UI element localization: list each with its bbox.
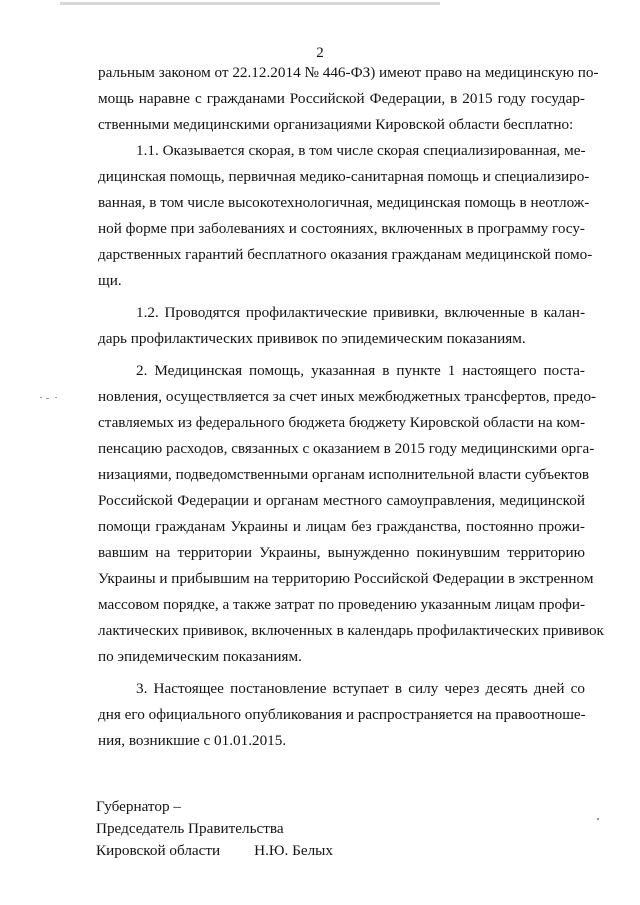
scan-speck (46, 398, 49, 399)
text-line: 2. Медицинская помощь, указанная в пункте 1 настоящего поста- (136, 362, 585, 379)
text-line: Украины и прибывшим на территорию Российской Федерации в экстренном (98, 570, 594, 587)
scan-speck (597, 818, 599, 820)
signature-position: Председатель Правительства (96, 820, 284, 837)
text-line: дня его официального опубликования и распространяется на правоотноше- (98, 706, 586, 723)
text-line: пенсацию расходов, связанных с оказанием в 2015 году медицинскими орга- (98, 440, 595, 457)
text-line: щи. (98, 272, 122, 289)
text-line: ставляемых из федерального бюджета бюджету Кировской области на ком- (98, 414, 586, 431)
text-line: низациями, подведомственными органам исполнительной власти субъектов (98, 466, 590, 483)
top-rule (0, 2, 640, 5)
signature-org: Кировской области (96, 842, 221, 859)
text-line: вавшим на территории Украины, вынужденно покинувшим территорию (98, 544, 585, 561)
signature-line (96, 840, 333, 862)
text-line: ванная, в том числе высокотехнологичная, медицинская помощь в неотлож- (98, 194, 590, 211)
text-line: ральным законом от 22.12.2014 № 446-ФЗ) имеют право на медицинскую по- (98, 64, 599, 81)
text-line: мощь наравне с гражданами Российской Федерации, в 2015 году государ- (98, 90, 585, 107)
text-line: Российской Федерации и органам местного самоуправления, медицинской (98, 492, 585, 509)
text-line: 3. Настоящее постановление вступает в силу через десять дней со (136, 680, 585, 697)
text-line: дарственных гарантий бесплатного оказания гражданам медицинской помо- (98, 246, 593, 263)
signature-name: Н.Ю. Белых (254, 842, 333, 859)
text-line: ной форме при заболеваниях и состояниях, включенных в программу госу- (98, 220, 585, 237)
text-line: помощи гражданам Украины и лицам без гражданства, постоянно прожи- (98, 518, 585, 535)
text-line: 1.1. Оказывается скорая, в том числе скорая специализированная, ме- (136, 142, 586, 159)
signature-block (96, 796, 333, 862)
text-line: 1.2. Проводятся профилактические прививки, включенные в калан- (136, 304, 585, 321)
scan-speck (40, 397, 42, 398)
text-line: массовом порядке, а также затрат по проведению указанным лицам профи- (98, 596, 586, 613)
text-line: лактических прививок, включенных в календарь профилактических прививок (98, 622, 604, 639)
text-line: дицинская помощь, первичная медико-санитарная помощь и специализиро- (98, 168, 590, 185)
text-line: новления, осуществляется за счет иных межбюджетных трансфертов, предо- (98, 388, 597, 405)
text-line: ния, возникшие с 01.01.2015. (98, 732, 287, 749)
page-number: 2 (316, 45, 324, 61)
signature-title: Губернатор – (96, 798, 181, 815)
text-line: дарь профилактических прививок по эпидемическим показаниям. (98, 330, 526, 347)
text-line: по эпидемическим показаниям. (98, 648, 302, 665)
scan-speck (55, 397, 57, 398)
text-line: ственными медицинскими организациями Кировской области бесплатно: (98, 116, 574, 133)
